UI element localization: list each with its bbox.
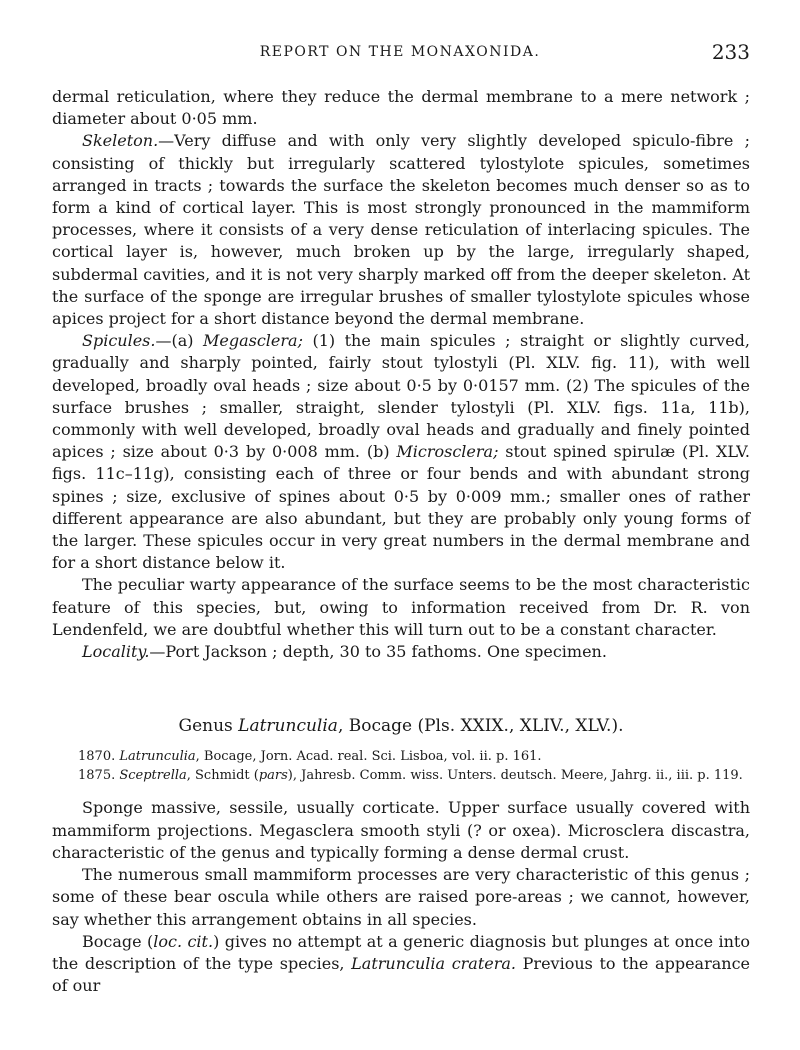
genus-heading bbox=[52, 715, 750, 737]
bocage-middle: ) gives no attempt at a generic diagnosis but plunges at once into the description of the type species, bbox=[52, 931, 750, 973]
megasclera-heading: Megasclera; bbox=[203, 331, 303, 351]
loc-cit: loc. cit. bbox=[153, 931, 214, 951]
paragraph-genus-diagnosis: Sponge massive, sessile, usually corticate. Upper surface usually covered with mammiform projections. Megasclera smooth styli (? or oxea). Microsclera discastra, characteristic of the genus and typically forming a dense dermal crust. bbox=[52, 798, 750, 862]
type-species: Latrunculia cratera. bbox=[351, 953, 517, 973]
ref-taxon: Latrunculia bbox=[119, 749, 196, 765]
spicules-a-marker: —(a) bbox=[155, 331, 203, 351]
paragraph-dermal: dermal reticulation, where they reduce the dermal membrane to a mere network ; diameter about 0·05 mm. bbox=[52, 87, 750, 129]
ref-taxon: Sceptrella bbox=[119, 768, 187, 784]
ref-author: , Schmidt ( bbox=[186, 768, 259, 784]
genus-suffix: , Bocage (Pls. XXIX., XLIV., XLV.). bbox=[337, 716, 624, 737]
bocage-start: Bocage ( bbox=[82, 931, 154, 951]
paragraph-warty: The peculiar warty appearance of the surface seems to be the most characteristic feature of this species, but, owing to information received from Dr. R. von Lendenfeld, we are doubtful whether this will turn out to be a constant character. bbox=[52, 575, 750, 639]
paragraph-locality bbox=[52, 641, 750, 663]
page-number: 233 bbox=[711, 40, 750, 64]
page-header bbox=[0, 40, 800, 70]
spicules-megasclera-text: (1) the main spicules ; straight or slightly curved, gradually and sharply pointed, fairly stout tylostyli (Pl. XLV. fig. 11), with well developed, broadly oval heads ; size about 0·5 by 0·0157 mm. (2) The spicules of the surface brushes ; smaller, straight, slender tylostyli (Pl. XLV. figs. 11a, 11b), commonly with well developed, broadly oval heads and gradually and finely pointed apices ; size about 0·3 by 0·008 mm. (b) bbox=[52, 331, 751, 462]
paragraph-mammiform: The numerous small mammiform processes are very characteristic of this genus ; some of these bear oscula while others are raised pore-areas ; we cannot, however, say whether this arrangement obtains in all species. bbox=[52, 865, 750, 929]
paragraph-bocage bbox=[52, 931, 750, 998]
ref-year: 1870. bbox=[78, 749, 120, 765]
synonymy-entry bbox=[78, 747, 750, 766]
page-body bbox=[52, 86, 750, 997]
genus-name: Latrunculia bbox=[238, 716, 338, 737]
ref-year: 1875. bbox=[78, 768, 120, 784]
genus-prefix: Genus bbox=[178, 716, 239, 737]
microsclera-heading: Microsclera; bbox=[396, 442, 499, 462]
paragraph-skeleton bbox=[52, 130, 750, 330]
bocage-end: Previous to the appearance of our bbox=[52, 953, 751, 996]
skeleton-text: —Very diffuse and with only very slightly developed spiculo-fibre ; consisting of thickly but irregularly scattered tylostylote spicules, sometimes arranged in tracts ; towards the surface the skeleton becomes much denser so as to form a kind of cortical layer. This is most strongly pronounced in the mammiform processes, where it consists of a very dense reticulation of interlacing spicules. The cortical layer is, however, much broken up by the large, irregularly shaped, subdermal cavities, and it is not very sharply marked off from the deeper skeleton. At the surface of the sponge are irregular brushes of smaller tylostylote spicules whose apices project for a short distance beyond the dermal membrane. bbox=[52, 131, 750, 329]
running-title: REPORT ON THE MONAXONIDA. bbox=[259, 44, 541, 60]
locality-heading: Locality. bbox=[82, 642, 150, 662]
ref-citation: ), Jahresb. Comm. wiss. Unters. deutsch. Meere, Jahrg. ii., iii. p. 119. bbox=[287, 768, 743, 784]
skeleton-heading: Skeleton. bbox=[82, 131, 159, 151]
synonymy-list bbox=[52, 747, 750, 785]
section-gap bbox=[52, 663, 750, 715]
spicules-microsclera-text: stout spined spirulæ (Pl. XLV. figs. 11c–11g), consisting each of three or four bends and with abundant strong spines ; size, exclusive of spines about 0·5 by 0·009 mm.; smaller ones of rather different appearance are also abundant, but they are probably only young forms of the larger. These spicules occur in very great numbers in the dermal membrane and for a short distance below it. bbox=[52, 442, 750, 573]
ref-citation: , Bocage, Jorn. Acad. real. Sci. Lisboa, vol. ii. p. 161. bbox=[195, 749, 542, 765]
synonymy-entry bbox=[78, 766, 750, 785]
ref-pars: pars bbox=[258, 768, 288, 784]
spicules-heading: Spicules. bbox=[82, 331, 156, 351]
locality-text: —Port Jackson ; depth, 30 to 35 fathoms. One specimen. bbox=[149, 642, 607, 662]
paragraph-spicules bbox=[52, 330, 750, 574]
